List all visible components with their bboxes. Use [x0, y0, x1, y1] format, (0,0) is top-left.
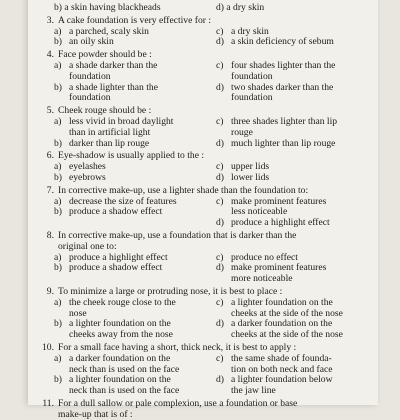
question-block — [42, 14, 378, 48]
option-text: darker than lip rouge — [69, 137, 150, 149]
question-text: In corrective make-up, use a foundation that is darker than the — [58, 229, 297, 241]
option-text: eyelashes — [69, 161, 106, 173]
option-left — [54, 37, 114, 48]
option-letter: b) — [54, 318, 62, 330]
option-letter: a) — [54, 352, 62, 364]
question-block — [42, 285, 378, 341]
question-text: Cheek rouge should be : — [58, 105, 152, 117]
option-text: make prominent features — [231, 262, 327, 274]
option-text: a lighter foundation on the — [231, 296, 333, 308]
option-text: two shades darker than the — [231, 81, 334, 93]
question-number: 3. — [46, 14, 54, 26]
option-row — [42, 386, 378, 397]
question-block — [42, 104, 378, 149]
option-text: a skin deficiency of sebum — [231, 36, 334, 48]
option-letter: d) — [216, 171, 224, 183]
option-text-continued: foundation — [231, 70, 273, 82]
option-letter: a) — [54, 251, 62, 263]
option-letter: b) — [54, 206, 62, 218]
option-text: a darker foundation on the — [69, 352, 171, 364]
question-number: 11. — [42, 397, 54, 409]
option-text: upper lids — [231, 161, 270, 173]
option-text: much lighter than lip rouge — [231, 137, 336, 149]
option-right — [216, 298, 333, 309]
question-text: make-up that is of : — [58, 408, 133, 420]
option-row — [42, 330, 378, 341]
option-text-continued: rouge — [231, 126, 253, 138]
question-number: 9. — [46, 285, 54, 297]
option-row — [42, 354, 378, 365]
option-text-continued: tion on both neck and face — [231, 363, 333, 375]
option-letter: c) — [216, 251, 224, 263]
option-letter: c) — [216, 59, 224, 71]
option-letter: a) — [54, 195, 62, 207]
option-right — [216, 330, 343, 341]
question-text: For a dull sallow or pale complexion, use a foundation or base — [58, 397, 298, 409]
option-text: produce a highlight effect — [231, 217, 330, 229]
option-left — [54, 263, 162, 274]
option-text: produce a highlight effect — [69, 251, 168, 263]
option-left — [54, 139, 149, 150]
option-letter: b) — [54, 36, 62, 48]
option-text-continued: cheeks at the side of the nose — [231, 307, 343, 319]
option-letter: c) — [216, 161, 224, 173]
option-text: the same shade of founda- — [231, 352, 332, 364]
option-letter: c) — [216, 352, 224, 364]
option-left: b) a skin having blackheads — [54, 2, 161, 13]
question-text: Face powder should be : — [58, 49, 152, 61]
question-block — [42, 184, 378, 229]
question-number: 8. — [46, 229, 54, 241]
option-letter: d) — [216, 374, 224, 386]
option-text-continued: neck than is used on the face — [69, 385, 180, 397]
option-row — [42, 298, 378, 309]
question-block — [42, 397, 378, 420]
option-letter: a) — [54, 59, 62, 71]
option-text-continued: the jaw line — [231, 385, 276, 397]
option-text: less vivid in broad daylight — [69, 115, 174, 127]
question-number: 5. — [46, 105, 54, 117]
option-text: a lighter foundation below — [231, 374, 333, 386]
option-text: three shades lighter than lip — [231, 115, 338, 127]
question-list — [42, 0, 378, 420]
option-letter: c) — [216, 195, 224, 207]
option-right — [216, 173, 269, 184]
option-row — [42, 93, 378, 104]
option-text-continued: neck than is used on the face — [69, 363, 180, 375]
option-text-continued: cheeks away from the nose — [69, 329, 173, 341]
option-letter: b) — [54, 374, 62, 386]
option-text: a lighter foundation on the — [69, 318, 171, 330]
option-text-continued: nose — [69, 307, 87, 319]
option-letter: b) — [54, 171, 62, 183]
option-letter: b) — [54, 262, 62, 274]
option-letter: d) — [216, 262, 224, 274]
option-right — [216, 139, 335, 150]
option-text-continued: more noticeable — [231, 273, 293, 285]
option-text-continued: than in artificial light — [69, 126, 151, 138]
question-text: A cake foundation is very effective for : — [58, 14, 211, 26]
option-row — [42, 139, 378, 150]
question-number: 6. — [46, 150, 54, 162]
option-text: decrease the size of features — [69, 195, 177, 207]
option-right — [216, 37, 334, 48]
option-left — [54, 298, 176, 309]
option-left — [54, 386, 179, 397]
option-text: produce no effect — [231, 251, 298, 263]
option-text: a dry skin — [231, 25, 269, 37]
option-letter: b) — [54, 81, 62, 93]
question-block — [42, 149, 378, 183]
option-text-continued: cheeks at the side of the nose — [231, 329, 343, 341]
question-text: Eye-shadow is usually applied to the : — [58, 150, 205, 162]
question-text: In corrective make-up, use a lighter shade than the foundation to: — [58, 184, 309, 196]
option-row — [42, 274, 378, 285]
partial-option-row — [42, 3, 378, 14]
option-left — [54, 207, 162, 218]
option-letter: a) — [54, 25, 62, 37]
option-text: a darker foundation on the — [231, 318, 333, 330]
option-text: eyebrows — [69, 171, 106, 183]
option-text: make prominent features — [231, 195, 327, 207]
option-text: the cheek rouge close to the — [69, 296, 176, 308]
option-letter: c) — [216, 25, 224, 37]
option-text: produce a shadow effect — [69, 262, 163, 274]
option-right: d) a dry skin — [216, 2, 265, 13]
option-text-continued: foundation — [69, 70, 111, 82]
option-row — [42, 173, 378, 184]
book-page — [28, 0, 378, 420]
option-letter: d) — [216, 137, 224, 149]
option-row — [42, 218, 378, 229]
option-letter: d) — [216, 217, 224, 229]
option-left — [54, 330, 173, 341]
option-text: a shade lighter than the — [69, 81, 158, 93]
option-right — [216, 354, 332, 365]
option-text: a lighter foundation on the — [69, 374, 171, 386]
option-left — [54, 93, 111, 104]
option-text-continued: foundation — [231, 92, 273, 104]
option-letter: d) — [216, 36, 224, 48]
option-letter: d) — [216, 318, 224, 330]
option-text: an oily skin — [69, 36, 114, 48]
option-row — [42, 37, 378, 48]
option-letter: a) — [54, 115, 62, 127]
option-right — [216, 93, 273, 104]
question-stem-continued — [42, 410, 378, 420]
option-text-continued: foundation — [69, 92, 111, 104]
question-number: 4. — [46, 49, 54, 61]
question-block — [42, 48, 378, 104]
question-block — [42, 341, 378, 397]
question-text: For a small face having a short, thick neck, it is best to apply : — [58, 341, 297, 353]
option-text: a shade darker than the — [69, 59, 158, 71]
option-letter: d) — [216, 81, 224, 93]
question-number: 10. — [42, 341, 54, 353]
option-text-continued: less noticeable — [231, 206, 288, 218]
option-left — [54, 173, 106, 184]
question-text: To minimize a large or protruding nose, it is best to place : — [58, 285, 283, 297]
question-block — [42, 229, 378, 285]
option-text: produce a shadow effect — [69, 206, 163, 218]
option-text: lower lids — [231, 171, 270, 183]
option-letter: c) — [216, 296, 224, 308]
option-letter: b) — [54, 137, 62, 149]
option-left — [54, 354, 170, 365]
option-right — [216, 274, 293, 285]
option-letter: a) — [54, 161, 62, 173]
option-right — [216, 218, 330, 229]
option-text: four shades lighter than the — [231, 59, 336, 71]
option-letter: a) — [54, 296, 62, 308]
option-text: a parched, scaly skin — [69, 25, 149, 37]
question-stem — [42, 399, 378, 410]
question-number: 7. — [46, 184, 54, 196]
question-text: original one to: — [58, 240, 117, 252]
option-row — [42, 263, 378, 274]
option-letter: c) — [216, 115, 224, 127]
option-right — [216, 386, 276, 397]
